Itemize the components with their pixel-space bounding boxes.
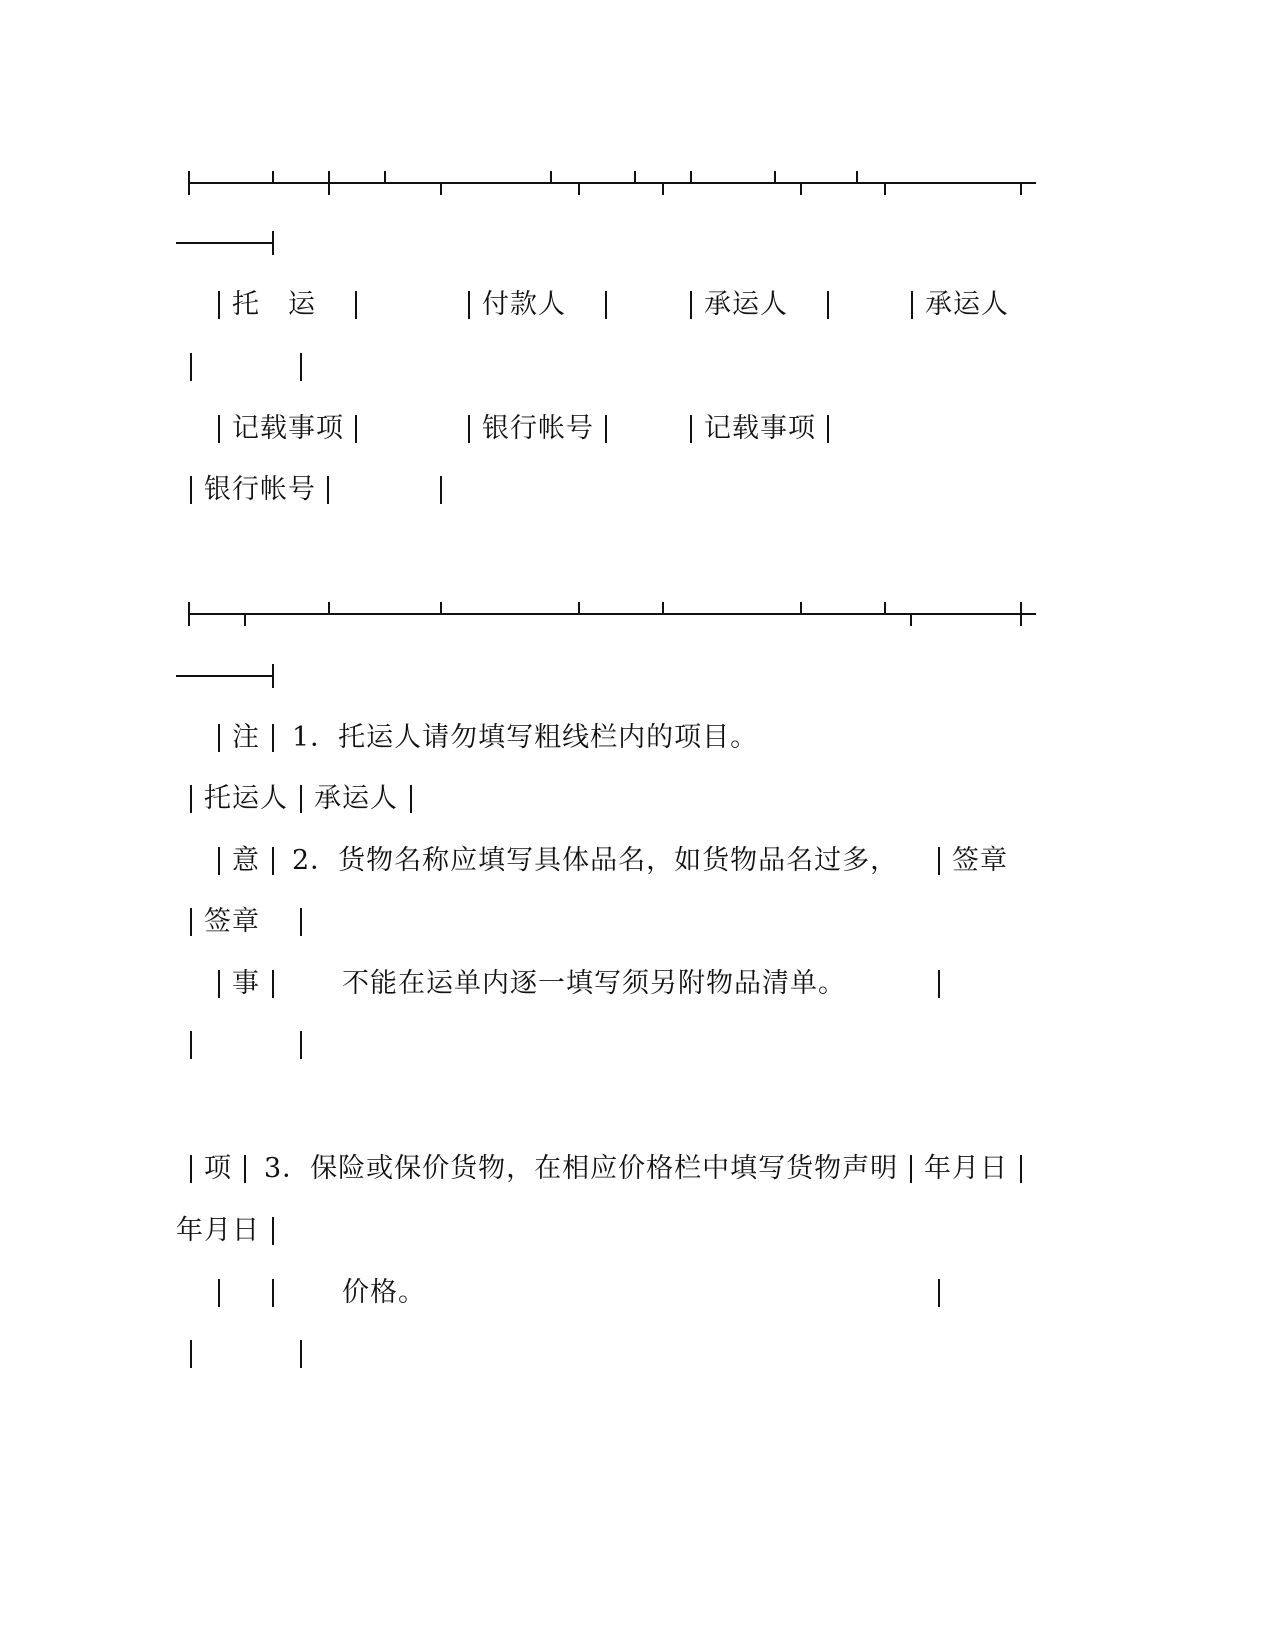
- note-item-2: 2．货物名称应填写具体品名，如货物品名过多，: [292, 845, 899, 876]
- cell-border: [272, 724, 274, 752]
- notes-row-1-tail: [0, 779, 1275, 819]
- rule-tick: [440, 602, 442, 614]
- cell-border: [410, 785, 412, 813]
- rule-tick: [272, 664, 274, 688]
- shipper-notes-label: 托 运: [232, 289, 316, 320]
- cell-border: [938, 847, 940, 875]
- cell-border: [690, 415, 692, 443]
- cell-border: [272, 847, 274, 875]
- notes-row-4-tail: [0, 1211, 1275, 1251]
- table-rule-top-tail: [176, 223, 274, 263]
- rule-tick: [244, 614, 246, 626]
- cell-border: [938, 1279, 940, 1307]
- carrier-date-label: 年月日: [176, 1215, 260, 1246]
- cell-border: [938, 970, 940, 998]
- rule-tick: [272, 231, 274, 255]
- shipper-signature-label: 托运人: [204, 783, 288, 814]
- note-item-3-continued: 价格。: [342, 1277, 426, 1308]
- note-item-1: 1．托运人请勿填写粗线栏内的项目。: [292, 722, 759, 753]
- rule-line: [188, 613, 1036, 615]
- shipper-notes-label-2: 记载事项: [232, 413, 344, 444]
- cell-border: [300, 785, 302, 813]
- notes-label-char-4: 项: [204, 1153, 232, 1184]
- notes-row-2: [0, 841, 1275, 881]
- header-row-2: [0, 409, 1275, 449]
- shipper-stamp-label: 签章: [952, 845, 1008, 876]
- carrier-notes-label: 承运人: [704, 289, 788, 320]
- cell-border: [1020, 1155, 1022, 1183]
- notes-row-1: [0, 718, 1275, 758]
- cell-border: [468, 415, 470, 443]
- cell-border: [272, 970, 274, 998]
- carrier-account-label: 承运人: [925, 289, 1009, 320]
- cell-border: [300, 1340, 302, 1368]
- cell-border: [190, 476, 192, 504]
- cell-border: [468, 291, 470, 319]
- cell-border: [272, 1279, 274, 1307]
- carrier-stamp-label: 签章: [204, 906, 260, 937]
- payer-account-label: 银行帐号: [482, 413, 594, 444]
- cell-border: [440, 476, 442, 504]
- notes-row-3-tail: [0, 1025, 1275, 1065]
- cell-border: [218, 415, 220, 443]
- header-row-1: [0, 285, 1275, 325]
- table-rule-middle-tail: [176, 656, 274, 696]
- rule-tick: [774, 171, 776, 183]
- cell-border: [218, 1279, 220, 1307]
- cell-border: [327, 476, 329, 504]
- rule-tick: [910, 614, 912, 626]
- rule-tick: [578, 602, 580, 614]
- cell-border: [218, 724, 220, 752]
- rule-tick: [662, 183, 664, 195]
- cell-border: [300, 353, 302, 381]
- rule-tick: [272, 171, 274, 183]
- rule-tick: [188, 171, 190, 195]
- rule-tick: [440, 183, 442, 195]
- rule-tick: [578, 183, 580, 195]
- notes-row-2-tail: [0, 902, 1275, 942]
- rule-tick: [1020, 602, 1022, 626]
- table-rule-middle: [188, 594, 1036, 634]
- rule-tick: [884, 602, 886, 614]
- payer-label: 付款人: [482, 289, 566, 320]
- cell-border: [190, 353, 192, 381]
- notes-label-char-3: 事: [232, 968, 260, 999]
- shipper-date-label: 年月日: [924, 1153, 1008, 1184]
- rule-tick: [550, 171, 552, 183]
- notes-row-3: [0, 964, 1275, 1004]
- cell-border: [218, 847, 220, 875]
- cell-border: [190, 1031, 192, 1059]
- cell-border: [190, 1155, 192, 1183]
- cell-border: [827, 291, 829, 319]
- note-item-3: 3．保险或保价货物，在相应价格栏中填写货物声明: [264, 1153, 899, 1184]
- cell-border: [190, 908, 192, 936]
- notes-row-4: [0, 1149, 1275, 1189]
- carrier-notes-label-2: 记载事项: [704, 413, 816, 444]
- rule-line: [176, 242, 274, 244]
- cell-border: [355, 415, 357, 443]
- rule-tick: [384, 171, 386, 183]
- rule-tick: [690, 171, 692, 183]
- cell-border: [827, 415, 829, 443]
- rule-line: [176, 675, 274, 677]
- table-rule-top: [188, 163, 1036, 203]
- carrier-account-label-2: 银行帐号: [204, 474, 316, 505]
- rule-tick: [188, 602, 190, 626]
- notes-row-5: [0, 1273, 1275, 1313]
- cell-border: [690, 291, 692, 319]
- notes-label-char-2: 意: [232, 845, 260, 876]
- cell-border: [190, 1340, 192, 1368]
- cell-border: [244, 1155, 246, 1183]
- rule-line: [188, 182, 1036, 184]
- note-item-2-continued: 不能在运单内逐一填写须另附物品清单。: [342, 968, 846, 999]
- cell-border: [355, 291, 357, 319]
- rule-tick: [884, 183, 886, 195]
- notes-row-5-tail: [0, 1334, 1275, 1374]
- rule-tick: [662, 602, 664, 614]
- rule-tick: [856, 171, 858, 183]
- cell-border: [300, 1031, 302, 1059]
- rule-tick: [328, 171, 330, 195]
- header-row-2-tail: [0, 470, 1275, 510]
- cell-border: [218, 291, 220, 319]
- cell-border: [218, 970, 220, 998]
- rule-tick: [328, 602, 330, 614]
- rule-tick: [800, 602, 802, 614]
- cell-border: [272, 1217, 274, 1245]
- cell-border: [300, 908, 302, 936]
- rule-tick: [634, 171, 636, 183]
- cell-border: [910, 1155, 912, 1183]
- cell-border: [190, 785, 192, 813]
- carrier-signature-label: 承运人: [314, 783, 398, 814]
- cell-border: [605, 291, 607, 319]
- header-row-1-tail: [0, 347, 1275, 387]
- cell-border: [605, 415, 607, 443]
- notes-label-char-1: 注: [232, 722, 260, 753]
- rule-tick: [800, 183, 802, 195]
- rule-tick: [1020, 183, 1022, 195]
- cell-border: [911, 291, 913, 319]
